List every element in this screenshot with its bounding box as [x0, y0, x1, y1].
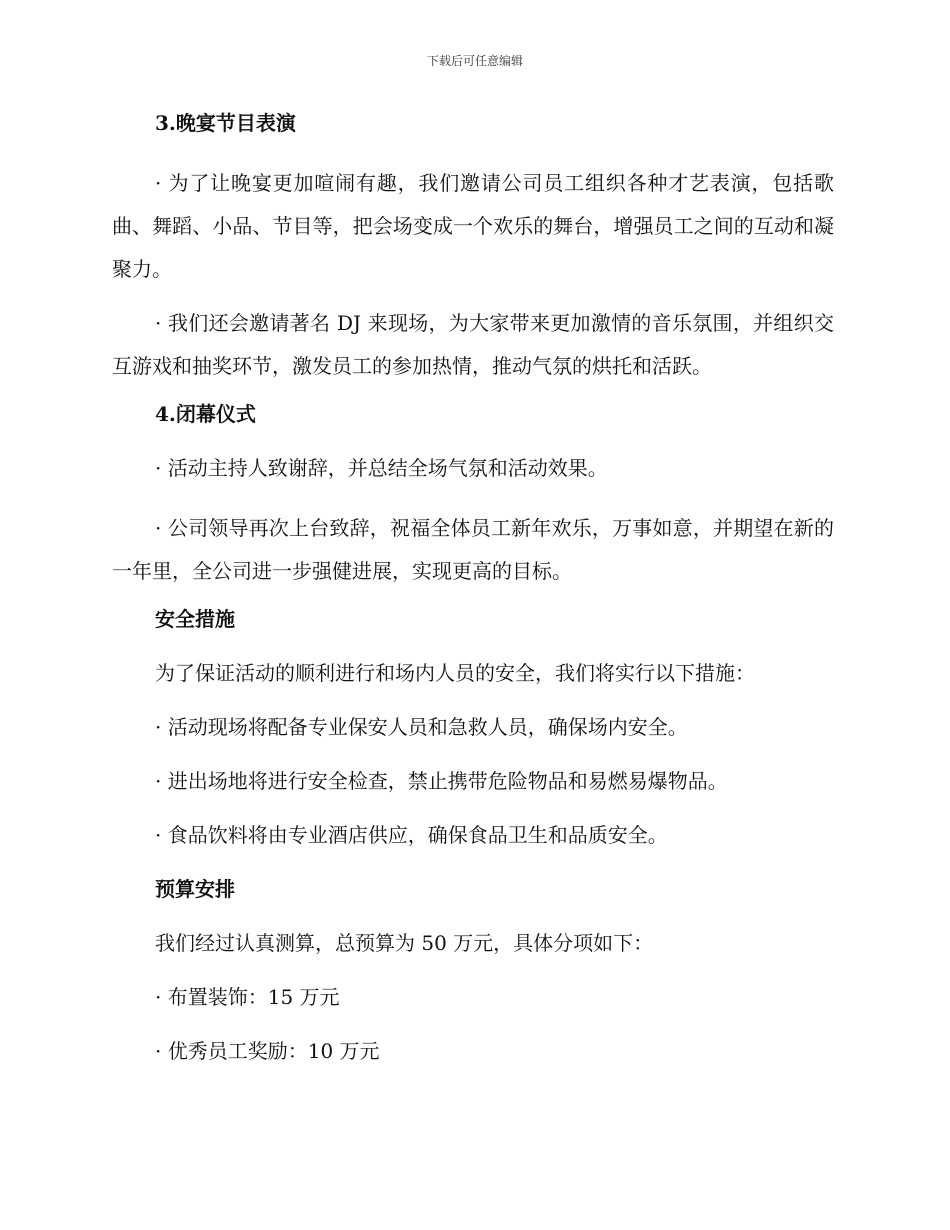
paragraph: · 我们还会邀请著名 DJ 来现场，为大家带来更加激情的音乐氛围，并组织交互游戏和抽奖环节，激发员工的参加热情，推动气氛的烘托和活跃。 [112, 311, 834, 378]
section-heading: 4.闭幕仪式 [155, 402, 256, 426]
section-heading: 预算安排 [155, 877, 235, 901]
page-header: 下载后可任意编辑 [426, 54, 523, 68]
list-item: · 活动现场将配备专业保安人员和急救人员，确保场内安全。 [155, 715, 688, 739]
paragraph: 为了保证活动的顺利进行和场内人员的安全，我们将实行以下措施： [155, 661, 755, 685]
section-heading: 安全措施 [155, 607, 235, 631]
paragraph: · 为了让晚宴更加喧闹有趣，我们邀请公司员工组织各种才艺表演，包括歌曲、舞蹈、小品、节目等，把会场变成一个欢乐的舞台，增强员工之间的互动和凝聚力。 [112, 171, 834, 281]
list-item: · 进出场地将进行安全检查，禁止携带危险物品和易燃易爆物品。 [155, 769, 728, 793]
list-item: · 优秀员工奖励：10 万元 [155, 1039, 380, 1063]
paragraph: · 活动主持人致谢辞，并总结全场气氛和活动效果。 [155, 456, 608, 480]
section-heading: 3.晚宴节目表演 [155, 111, 296, 135]
paragraph: · 公司领导再次上台致辞，祝福全体员工新年欢乐，万事如意，并期望在新的一年里，全公司进一步强健进展，实现更高的目标。 [112, 516, 834, 583]
paragraph: 我们经过认真测算，总预算为 50 万元，具体分项如下： [155, 931, 654, 955]
list-item: · 食品饮料将由专业酒店供应，确保食品卫生和品质安全。 [155, 823, 668, 847]
list-item: · 布置装饰：15 万元 [155, 985, 340, 1009]
document-body [112, 108, 834, 1090]
